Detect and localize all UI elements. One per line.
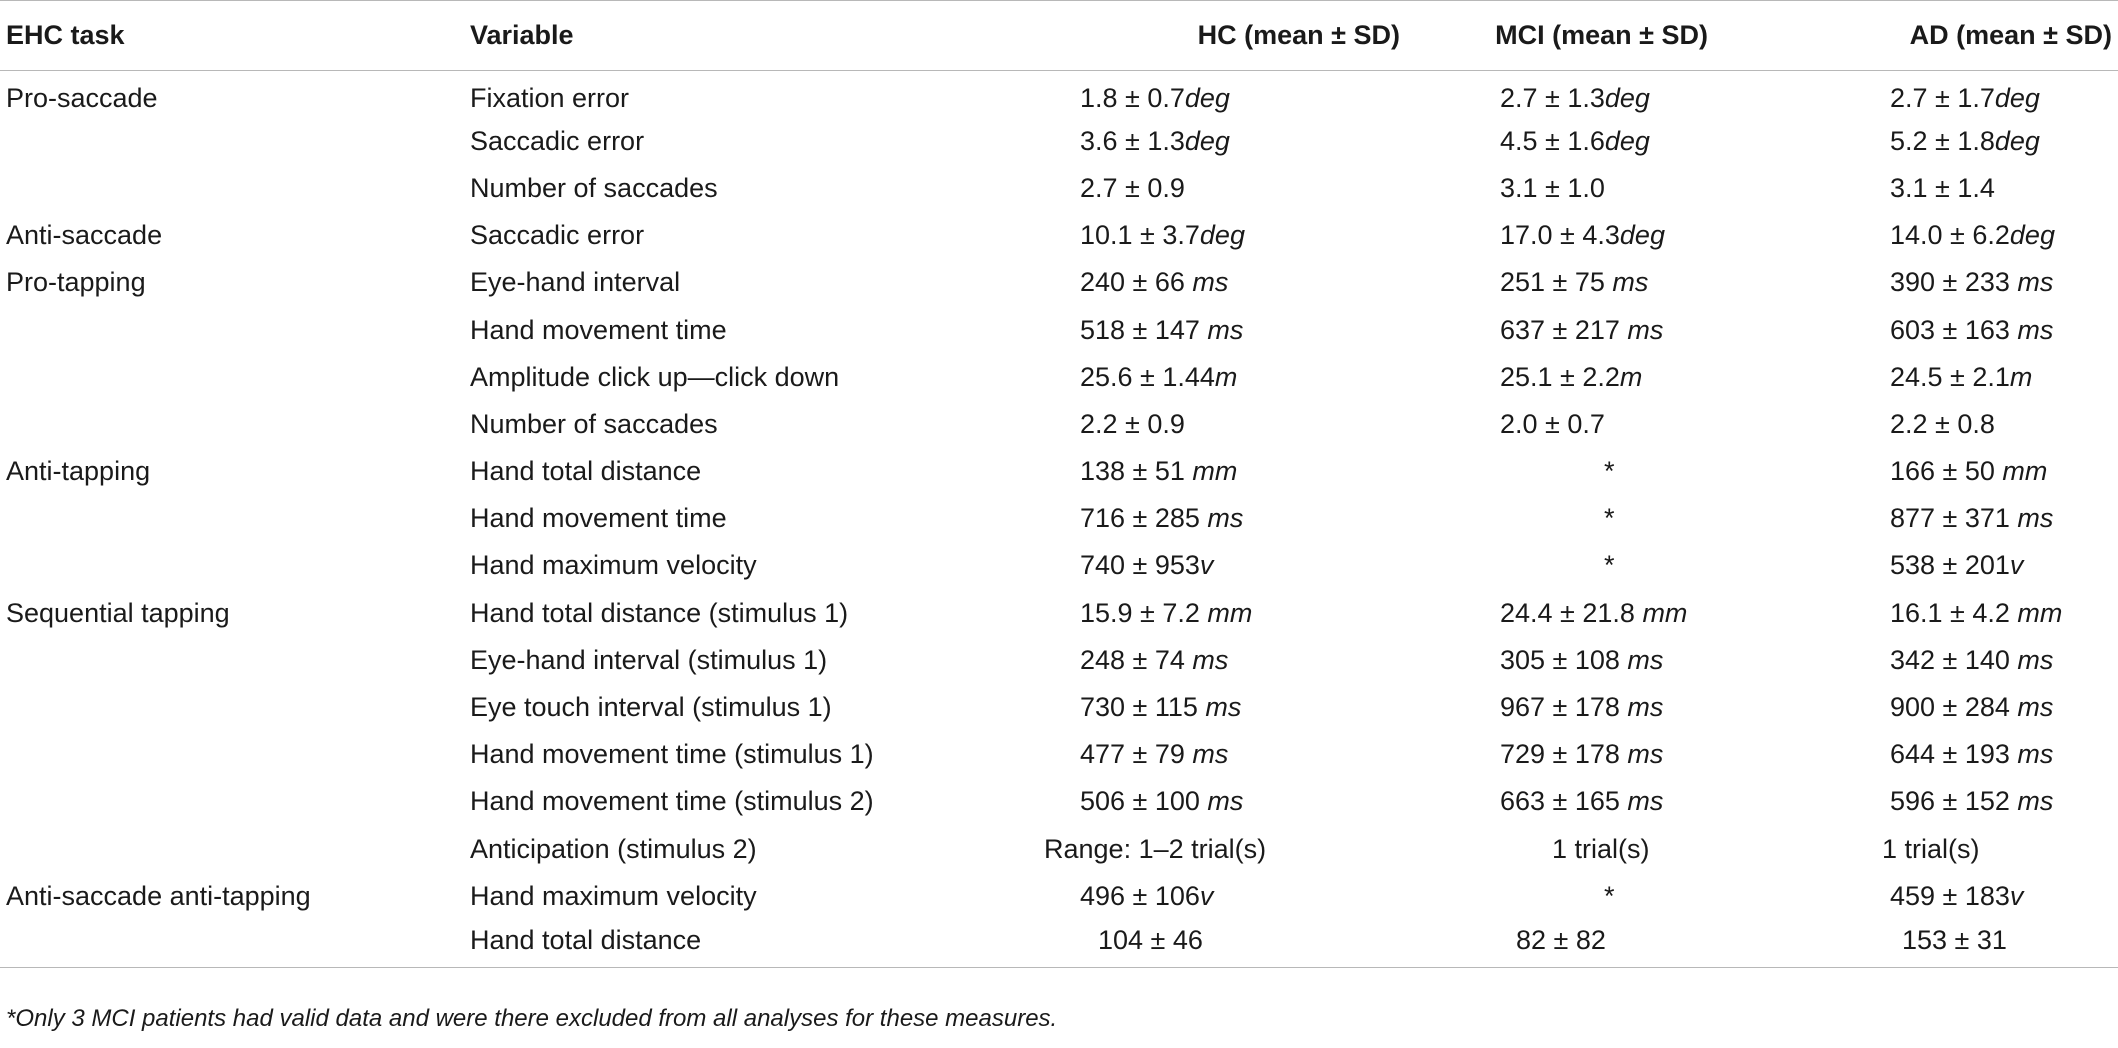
cell-hc [1020,165,1402,212]
value-text: 1 trial(s) [1552,833,1650,864]
unit-text: mm [1192,456,1238,487]
cell-hc [1020,259,1402,306]
unit-text: ms [1627,314,1664,345]
value-text: 459 ± 183 [1890,880,2010,911]
cell-variable: Fixation error [470,82,630,113]
cell-mci [1402,212,1786,259]
table-row [0,401,2118,448]
value-text: 251 ± 75 [1500,267,1613,298]
cell-variable: Hand movement time (stimulus 1) [470,739,874,770]
unit-text: ms [2017,739,2054,770]
cell-ehc-task: Pro-tapping [6,267,146,298]
value-text: 2.7 ± 0.9 [1080,172,1185,203]
table-row [0,920,2118,967]
cell-variable: Number of saccades [470,172,718,203]
table-row [0,165,2118,212]
table-row [0,495,2118,542]
cell-mci [1402,259,1786,306]
cell-mci [1402,778,1786,825]
cell-ehc-task [0,637,470,684]
cell-hc [1020,354,1402,401]
cell-ad [1786,590,2118,637]
header-row [0,1,2118,71]
unit-text: ms [1627,786,1664,817]
cell-hc [1020,401,1402,448]
value-text: 25.1 ± 2.2 [1500,361,1620,392]
cell-hc [1020,778,1402,825]
value-text: 104 ± 46 [1098,924,1203,955]
value-text: 730 ± 115 [1080,692,1206,723]
unit-text: m [1214,361,1238,392]
cell-hc [1020,920,1402,967]
unit-text: ms [1207,503,1244,534]
cell-ehc-task: Pro-saccade [6,82,158,113]
unit-text: ms [2017,644,2054,675]
unit-text: ms [1627,739,1664,770]
cell-ehc-task [0,684,470,731]
unit-text: deg [1604,125,1650,156]
cell-hc [1020,212,1402,259]
unit-text: ms [2017,267,2054,298]
cell-variable: Hand movement time [470,314,727,345]
value-text: 248 ± 74 [1080,644,1193,675]
cell-mci [1402,306,1786,353]
table-row [0,354,2118,401]
value-text: 3.6 ± 1.3 [1080,125,1185,156]
cell-variable: Amplitude click up—click down [470,361,840,392]
cell-ad [1786,259,2118,306]
cell-mci [1402,684,1786,731]
header-variable: Variable [470,1,1020,71]
cell-hc [1020,495,1402,542]
cell-ehc-task: Anti-tapping [6,456,151,487]
cell-mci [1402,71,1786,118]
unit-text: deg [1619,220,1665,251]
value-text: 82 ± 82 [1516,924,1606,955]
cell-variable: Anticipation (stimulus 2) [470,833,757,864]
value-text: 390 ± 233 [1890,267,2018,298]
cell-variable: Hand movement time (stimulus 2) [470,786,874,817]
value-text: 900 ± 284 [1890,692,2018,723]
cell-variable: Saccadic error [470,220,645,251]
unit-text: deg [1184,125,1230,156]
cell-ehc-task [0,165,470,212]
cell-mci [1402,873,1786,920]
cell-mci [1402,826,1786,873]
value-text: 644 ± 193 [1890,739,2018,770]
value-text: 596 ± 152 [1890,786,2018,817]
value-text: 967 ± 178 [1500,692,1628,723]
value-text: 305 ± 108 [1500,644,1628,675]
cell-ad [1786,165,2118,212]
unit-text: ms [2017,503,2054,534]
value-text: 663 ± 165 [1500,786,1628,817]
cell-variable: Hand maximum velocity [470,880,757,911]
cell-hc [1020,71,1402,118]
unit-text: v [2009,880,2024,911]
value-text: 2.0 ± 0.7 [1500,408,1605,439]
table-row [0,259,2118,306]
value-text: * [1604,550,1615,581]
value-text: * [1604,880,1615,911]
cell-hc [1020,684,1402,731]
unit-text: ms [1192,644,1229,675]
value-text: 166 ± 50 [1890,456,2003,487]
value-text: 2.2 ± 0.8 [1890,408,1995,439]
unit-text: deg [1994,125,2040,156]
cell-ad [1786,684,2118,731]
table-header [0,1,2118,71]
cell-ehc-task [0,826,470,873]
value-text: 138 ± 51 [1080,456,1193,487]
cell-variable: Eye-hand interval [470,267,681,298]
unit-text: mm [2017,597,2063,628]
cell-hc [1020,826,1402,873]
cell-ad [1786,920,2118,967]
cell-ehc-task [0,306,470,353]
value-text: 877 ± 371 [1890,503,2018,534]
cell-variable: Hand maximum velocity [470,550,757,581]
cell-ad [1786,118,2118,165]
table-row [0,542,2118,589]
value-text: 538 ± 201 [1890,550,2010,581]
unit-text: mm [2002,456,2048,487]
cell-hc [1020,590,1402,637]
unit-text: ms [1192,267,1229,298]
cell-ad [1786,778,2118,825]
cell-mci [1402,401,1786,448]
value-text: 477 ± 79 [1080,739,1193,770]
cell-variable: Eye touch interval (stimulus 1) [470,692,832,723]
unit-text: m [2009,361,2033,392]
cell-ehc-task [0,731,470,778]
unit-text: ms [1627,692,1664,723]
value-text: * [1604,503,1615,534]
table-footnote: *Only 3 MCI patients had valid data and were there excluded from all analyses for these measures. [6,1005,1058,1032]
unit-text: ms [1627,644,1664,675]
value-text: 729 ± 178 [1500,739,1628,770]
cell-ad [1786,401,2118,448]
cell-ad [1786,826,2118,873]
value-text: * [1604,456,1615,487]
unit-text: ms [1205,692,1242,723]
value-text: 3.1 ± 1.4 [1890,172,1995,203]
cell-mci [1402,637,1786,684]
unit-text: deg [1604,82,1650,113]
value-text: Range: 1–2 trial(s) [1044,833,1267,864]
unit-text: ms [1612,267,1649,298]
value-text: 518 ± 147 [1080,314,1208,345]
value-text: 506 ± 100 [1080,786,1208,817]
value-text: 1.8 ± 0.7 [1080,82,1185,113]
cell-hc [1020,637,1402,684]
unit-text: m [1619,361,1643,392]
table-row [0,448,2118,495]
value-text: 17.0 ± 4.3 [1500,220,1620,251]
unit-text: v [1199,880,1214,911]
table-row [0,637,2118,684]
cell-ehc-task: Sequential tapping [6,597,230,628]
cell-ehc-task [0,920,470,967]
cell-hc [1020,542,1402,589]
cell-variable: Hand total distance (stimulus 1) [470,597,849,628]
table-row [0,684,2118,731]
unit-text: ms [2017,314,2054,345]
cell-ad [1786,354,2118,401]
cell-ehc-task [0,495,470,542]
table-row [0,71,2118,118]
unit-text: deg [2009,220,2055,251]
cell-mci [1402,165,1786,212]
value-text: 10.1 ± 3.7 [1080,220,1200,251]
value-text: 603 ± 163 [1890,314,2018,345]
value-text: 14.0 ± 6.2 [1890,220,2010,251]
table-row [0,306,2118,353]
cell-ad [1786,637,2118,684]
unit-text: mm [1642,597,1688,628]
cell-hc [1020,448,1402,495]
value-text: 2.7 ± 1.3 [1500,82,1605,113]
value-text: 153 ± 31 [1902,924,2007,955]
unit-text: ms [1207,314,1244,345]
cell-ehc-task [0,778,470,825]
cell-ad [1786,212,2118,259]
cell-mci [1402,731,1786,778]
value-text: 3.1 ± 1.0 [1500,172,1605,203]
header-mci: MCI (mean ± SD) [1402,1,1786,71]
value-text: 496 ± 106 [1080,880,1200,911]
unit-text: mm [1207,597,1253,628]
value-text: 240 ± 66 [1080,267,1193,298]
table-body [0,71,2118,968]
cell-mci [1402,542,1786,589]
cell-mci [1402,354,1786,401]
cell-mci [1402,920,1786,967]
value-text: 637 ± 217 [1500,314,1628,345]
header-hc: HC (mean ± SD) [1020,1,1402,71]
table-row [0,873,2118,920]
header-ehc-task: EHC task [0,1,470,71]
unit-text: deg [1184,82,1230,113]
cell-hc [1020,731,1402,778]
cell-ad [1786,542,2118,589]
cell-variable: Hand total distance [470,456,702,487]
cell-ehc-task [0,401,470,448]
value-text: 716 ± 285 [1080,503,1208,534]
cell-variable: Number of saccades [470,408,718,439]
table-row [0,731,2118,778]
cell-ad [1786,495,2118,542]
cell-ehc-task [0,542,470,589]
unit-text: deg [1994,82,2040,113]
cell-variable: Hand total distance [470,920,1020,967]
cell-hc [1020,306,1402,353]
header-ad: AD (mean ± SD) [1786,1,2118,71]
cell-variable: Eye-hand interval (stimulus 1) [470,644,828,675]
cell-mci [1402,590,1786,637]
cell-mci [1402,118,1786,165]
cell-ad [1786,71,2118,118]
value-text: 2.7 ± 1.7 [1890,82,1995,113]
cell-hc [1020,118,1402,165]
cell-ad [1786,306,2118,353]
cell-ad [1786,873,2118,920]
cell-variable: Hand movement time [470,503,727,534]
table-row [0,590,2118,637]
table-row [0,826,2118,873]
value-text: 1 trial(s) [1882,833,1980,864]
value-text: 25.6 ± 1.44 [1080,361,1215,392]
value-text: 16.1 ± 4.2 [1890,597,2018,628]
cell-ehc-task [0,118,470,165]
cell-ehc-task [0,354,470,401]
cell-mci [1402,448,1786,495]
value-text: 4.5 ± 1.6 [1500,125,1605,156]
value-text: 342 ± 140 [1890,644,2018,675]
value-text: 740 ± 953 [1080,550,1200,581]
unit-text: ms [1207,786,1244,817]
table-row [0,212,2118,259]
value-text: 24.5 ± 2.1 [1890,361,2010,392]
unit-text: ms [2017,692,2054,723]
cell-mci [1402,495,1786,542]
cell-hc [1020,873,1402,920]
value-text: 2.2 ± 0.9 [1080,408,1185,439]
unit-text: ms [2017,786,2054,817]
cell-ad [1786,448,2118,495]
cell-ehc-task: Anti-saccade anti-tapping [6,880,311,911]
table-row [0,118,2118,165]
table-row [0,778,2118,825]
unit-text: v [1199,550,1214,581]
unit-text: v [2009,550,2024,581]
value-text: 5.2 ± 1.8 [1890,125,1995,156]
value-text: 24.4 ± 21.8 [1500,597,1643,628]
cell-ehc-task: Anti-saccade [6,220,163,251]
unit-text: deg [1199,220,1245,251]
cell-ad [1786,731,2118,778]
unit-text: ms [1192,739,1229,770]
value-text: 15.9 ± 7.2 [1080,597,1208,628]
cell-variable: Saccadic error [470,125,645,156]
